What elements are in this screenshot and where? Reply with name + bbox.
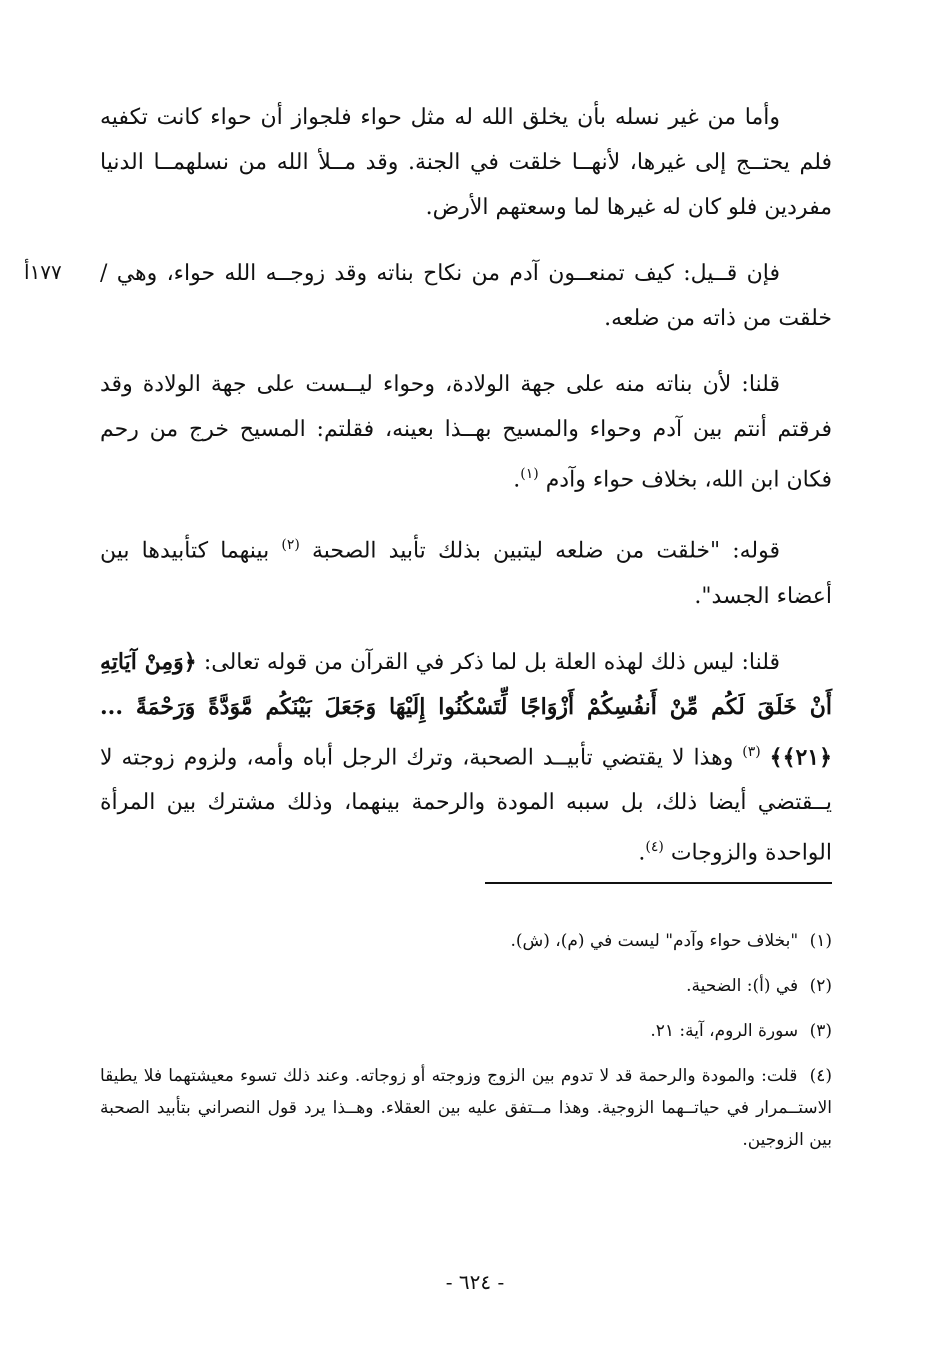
footnote-marker-2[interactable]: (٢) <box>281 537 300 554</box>
page-number: - ٦٢٤ - <box>445 1270 505 1294</box>
footnote-separator-rule <box>485 882 832 884</box>
footnote-4 <box>100 1060 832 1156</box>
paragraph-2 <box>100 251 832 341</box>
main-text <box>100 95 832 896</box>
paragraph-text-continued: بينهما كتأبيدها بين أعضاء الجسد". <box>100 538 832 609</box>
paragraph-5 <box>100 640 832 876</box>
margin-folio-reference: ١٧٧أ <box>24 260 62 284</box>
paragraph-text: قوله: "خلقت من ضلعه ليتبين بذلك تأبيد الصحبة <box>311 538 781 564</box>
footnote-marker-4[interactable]: (٤) <box>645 838 664 855</box>
footnote-number: (١) <box>809 931 832 951</box>
paragraph-3 <box>100 362 832 502</box>
footnote-text: في (أ): الضحية. <box>686 976 799 996</box>
footnote-number: (٤) <box>809 1066 832 1086</box>
footnote-text: سورة الروم، آية: ٢١. <box>650 1021 799 1041</box>
footnote-marker-1[interactable]: (١) <box>520 466 539 482</box>
paragraph-1 <box>100 95 832 230</box>
paragraph-text: قلنا: لأن بناته منه على جهة الولادة، وحواء ليــست على جهة الولادة وقد فرقتم أنتم بين آدم وحواء والمسيح بهــذا بعينه، فقلتم: المسيح خرج من رحم فكان ابن الله، بخلاف حواء وآدم <box>100 372 832 493</box>
footnote-number: (٢) <box>809 976 832 996</box>
footnote-2 <box>100 970 832 1002</box>
footnote-text: قلت: والمودة والرحمة قد لا تدوم بين الزوج وزوجته أو زوجاته. وعند ذلك تسوء معيشتهما فلا يطيقا الاستــمرار في حياتــهما الزوجية. وهذا مــتفق عليه بين العقلاء. وهــذا يرد قول النصراني بتأبيد الصحبة بين الزوجين. <box>100 1066 832 1150</box>
footnote-1 <box>100 925 832 957</box>
paragraph-end: . <box>638 840 646 866</box>
paragraph-text: قلنا: ليس ذلك لهذه العلة بل لما ذكر في القرآن من قوله تعالى: <box>203 649 781 675</box>
footnote-marker-3[interactable]: (٣) <box>742 743 761 760</box>
footnote-text: "بخلاف حواء وآدم" ليست في (م)، (ش). <box>510 931 799 951</box>
footnotes-section <box>100 925 832 1169</box>
paragraph-text: فإن قــيل: كيف تمنعــون آدم من نكاح بناته وقد زوجــه الله حواء، وهي / خلقت من ذاته من ضلعه. <box>100 261 832 331</box>
paragraph-text-continued: وهذا لا يقتضي تأبيــد الصحبة، وترك الرجل أباه وأمه، ولزوم زوجته لا يــقتضي أيضا ذلك، بل سببه المودة والرحمة بينهما، وذلك مشترك بين المرأة الواحدة والزوجات <box>100 744 832 866</box>
footnote-3 <box>100 1015 832 1047</box>
paragraph-end: . <box>513 467 521 493</box>
quran-verse: ﴿وَمِنْ آيَاتِهِ أَنْ خَلَقَ لَكُم مِّنْ أَنفُسِكُمْ أَزْوَاجًا لِّتَسْكُنُوا إِلَيْهَا وَجَعَلَ بَيْنَكُم مَّوَدَّةً وَرَحْمَةً ... ﴿٢١﴾﴾ <box>100 648 832 770</box>
paragraph-text: وأما من غير نسله بأن يخلق الله له مثل حواء فلجواز أن حواء كانت تكفيه فلم يحتــج إلى غيرها، لأنهــا خلقت في الجنة. وقد مــلأ الله من نسلهمــا الدنيا مفردين فلو كان له غيرها لما وسعتهم الأرض. <box>100 105 832 220</box>
paragraph-4 <box>100 523 832 618</box>
footnote-number: (٣) <box>809 1021 832 1041</box>
